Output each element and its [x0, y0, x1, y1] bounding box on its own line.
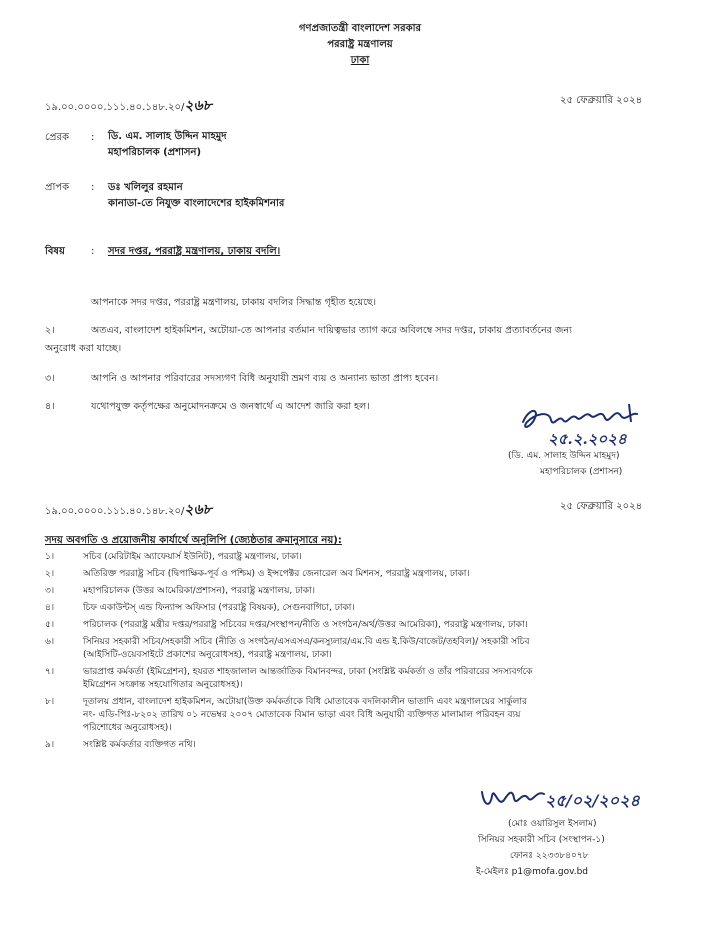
header-city: ঢাকা	[350, 55, 370, 66]
list-item: ৮। দূতালয় প্রধান, বাংলাদেশ হাইকমিশন, অটোয়া(উক্ত কর্মকর্তাকে বিধি মোতাবেক বদলিকালীন ভাতাদি এবং মন্ত্রণালয়ের সার্কুলার নং- এডি-পিঃ-৮২০২ তারিখ ০১ নভেম্বর ২০০৭ মোতাবেক বিমান ভাড়া এবং বিধি অনুযায়ী ব্যক্তিগত মালামাল পরিবহন ব্যয় পরিশোধের অনুরোধসহ)।	[45, 697, 527, 733]
recipient-label: প্রাপক	[45, 182, 70, 193]
sender-designation: মহাপরিচালক (প্রশাসন)	[108, 147, 202, 158]
signature2-handwritten-date: ২৫/০২/২০২৪	[545, 791, 640, 810]
recipient-name: ডঃ খলিলুর রহমান	[108, 182, 183, 193]
body-paragraph-3: আপনি ও আপনার পরিবারের সদস্যগণ বিধি অনুযায়ী ভ্রমণ ব্যয় ও অন্যান্য ভাতা প্রাপ্য হবেন।	[91, 373, 439, 384]
header-ministry: পররাষ্ট্র মন্ত্রণালয়	[327, 39, 393, 50]
memo-number: ১৯.০০.০০০০.১১১.৪০.১৪৮.২০/২৬৮	[45, 98, 212, 114]
list-item: ৩। মহাপরিচালক (উত্তর আমেরিকা/প্রশাসন), পররাষ্ট্র মন্ত্রণালয়, ঢাকা।	[45, 586, 315, 596]
copies-heading: সদয় অবগতি ও প্রয়োজনীয় কার্যার্থে অনুলিপি (জ্যেষ্ঠতার ক্রমানুসারে নয়):	[45, 535, 342, 546]
body-paragraph-num: ২।	[45, 325, 55, 336]
list-item: ১। সচিব (মেরিটাইম অ্যাফেয়ার্স ইউনিট), পররাষ্ট্র মন্ত্রণালয়, ঢাকা।	[45, 552, 302, 562]
signature1-name: (ডি. এম. সালাহ উদ্দিন মাহমুদ)	[508, 451, 620, 461]
body-paragraph-2-line1: অতএব, বাংলাদেশ হাইকমিশন, অটোয়া-তে আপনার বর্তমান দায়িত্বভার ত্যাগ করে অবিলম্বে সদর দপ্তর, ঢাকায় প্রত্যাবর্তনের জন্য	[91, 325, 572, 336]
signature1-handwritten-date: ২৫.২.২০২৪	[548, 430, 627, 448]
body-intro: আপনাকে সদর দপ্তর, পররাষ্ট্র মন্ত্রণালয়, ঢাকায় বদলির সিদ্ধান্ত গৃহীত হয়েছে।	[91, 297, 377, 308]
signature1-designation: মহাপরিচালক (প্রশাসন)	[540, 467, 623, 477]
list-item: ৪। চিফ একাউন্টস্ এন্ড ফিন্যান্স অফিসার (পররাষ্ট্র বিষয়ক), সেগুনবাগিচা, ঢাকা।	[45, 603, 355, 613]
body-paragraph-num: ৪।	[45, 401, 55, 412]
list-item: ৬। সিনিয়র সহকারী সচিব/সহকারী সচিব (নীতি ও সংগঠন/এসএসএ/কনস্যুলার/এম.বি এন্ড ই.কিউ/বাজেট/তহবিল)/ সহকারী সচিব (আইসিটি-ওয়েবসাইটে প্রকাশের অনুরোধসহ), পররাষ্ট্র মন্ত্রণালয়, ঢাকা।	[45, 637, 530, 660]
signature2-email: ই-মেইলঃ p1@mofa.gov.bd	[476, 867, 589, 877]
handwritten-memo2-number: ২৬৮	[184, 502, 212, 518]
sender-colon: :	[91, 132, 95, 143]
signature-scribble-icon	[478, 782, 548, 814]
copies-list	[45, 551, 685, 756]
list-item: ৭। ভারপ্রাপ্ত কর্মকর্তা (ইমিগ্রেশন), হযরত শাহজালাল আন্তর্জাতিক বিমানবন্দর, ঢাকা (সংশ্লিষ্ট কর্মকর্তা ও তাঁর পরিবারের সদস্যবর্গকে ইমিগ্রেশন সংক্রান্ত সহযোগিতার অনুরোধসহ)।	[45, 667, 533, 690]
list-item: ৫। পরিচালক (পররাষ্ট্র মন্ত্রীর দপ্তর/পররাষ্ট্র সচিবের দপ্তর/সংস্থাপন/নীতি ও সংগঠন/অর্থ/উত্তর আমেরিকা), পররাষ্ট্র মন্ত্রণালয়, ঢাকা।	[45, 620, 528, 630]
signature2-phone: ফোনঃ ২২৩৩৮৪০৭৮	[510, 851, 589, 861]
subject-text: সদর দপ্তর, পররাষ্ট্র মন্ত্রণালয়, ঢাকায় বদলি।	[108, 246, 281, 257]
memo-date: ২৫ ফেব্রুয়ারি ২০২৪	[560, 95, 643, 106]
signature2-name: (মোঃ ওয়ারিসুল ইসলাম)	[508, 819, 597, 829]
handwritten-memo-number: ২৬৮	[184, 98, 212, 114]
body-paragraph-2-line2: অনুরোধ করা যাচ্ছে।	[45, 343, 122, 354]
subject-colon: :	[91, 246, 95, 257]
subject-label: বিষয়	[45, 246, 65, 257]
body-paragraph-num: ৩।	[45, 373, 55, 384]
memo2-number: ১৯.০০.০০০০.১১১.৪০.১৪৮.২০/২৬৮	[45, 502, 212, 518]
recipient-colon: :	[91, 182, 95, 193]
sender-name: ডি. এম. সালাহ উদ্দিন মাহমুদ	[108, 131, 227, 142]
signature2-designation: সিনিয়র সহকারী সচিব (সংস্থাপন-১)	[478, 835, 605, 845]
sender-label: প্রেরক	[45, 132, 70, 143]
memo2-date: ২৫ ফেব্রুয়ারি ২০২৪	[560, 501, 643, 512]
header-government: গণপ্রজাতন্ত্রী বাংলাদেশ সরকার	[299, 23, 421, 34]
body-paragraph-4: যথোপযুক্ত কর্তৃপক্ষের অনুমোদনক্রমে ও জনস্বার্থে এ আদেশ জারি করা হল।	[91, 401, 370, 412]
list-item: ৯। সংশ্লিষ্ট কর্মকর্তার ব্যক্তিগত নথি।	[45, 740, 196, 750]
recipient-designation: কানাডা-তে নিযুক্ত বাংলাদেশের হাইকমিশনার	[108, 198, 285, 209]
list-item: ২। অতিরিক্ত পররাষ্ট্র সচিব (দ্বিপাক্ষিক-পূর্ব ও পশ্চিম) ও ইন্সপেক্টর জেনারেল অব মিশনস, পররাষ্ট্র মন্ত্রণালয়, ঢাকা।	[45, 569, 470, 579]
